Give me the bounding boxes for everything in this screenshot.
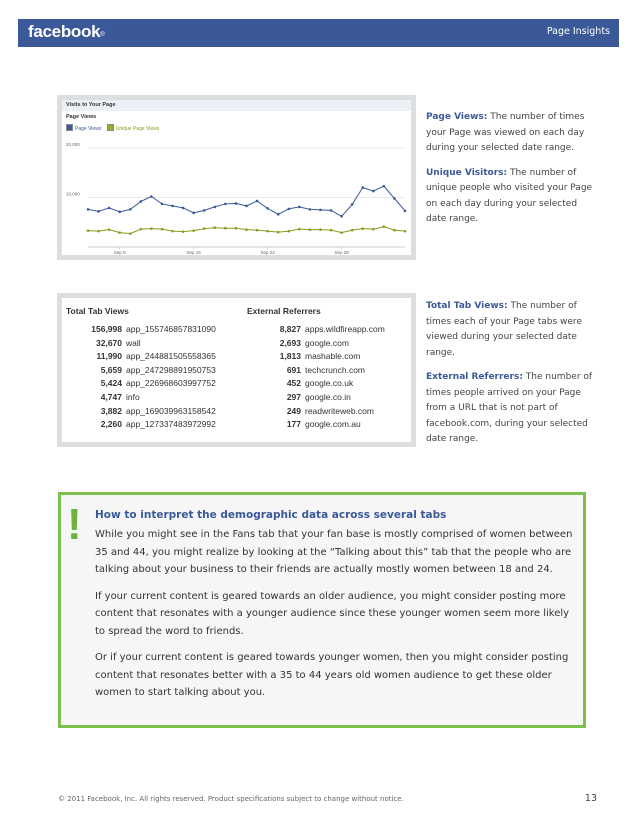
- data-point: [203, 227, 206, 230]
- tab-view-name: app_127337483972992: [126, 419, 216, 430]
- table-notes: [426, 299, 594, 457]
- data-point: [140, 228, 143, 231]
- data-point: [118, 231, 121, 234]
- x-tick-label: Sep 22: [260, 250, 275, 255]
- data-point: [182, 207, 185, 210]
- referrer-row: [247, 365, 365, 375]
- data-point: [319, 209, 322, 212]
- referrer-name: techcrunch.com: [305, 364, 365, 375]
- data-point: [383, 185, 386, 188]
- data-point: [245, 205, 248, 208]
- data-point: [404, 210, 407, 213]
- data-point: [393, 197, 396, 200]
- data-point: [351, 203, 354, 206]
- tab-view-row: [66, 392, 140, 402]
- referrer-row: [247, 419, 361, 429]
- tab-view-name: app_226968603997752: [126, 378, 216, 389]
- tab-view-row: [66, 338, 141, 348]
- note-tab-views: Total Tab Views: The number of times each of your Page tabs were viewed during your selected date range.: [426, 301, 582, 358]
- data-point: [298, 228, 301, 231]
- data-point: [171, 205, 174, 208]
- tab-view-count: 5,659: [100, 364, 122, 375]
- callout-paragraph: Or if your current content is geared towards younger women, then you might consider posting content that resonates better with a 35 to 44 years old women audience to get these older women to start talking about you.: [95, 652, 569, 698]
- data-point: [361, 227, 364, 230]
- referrer-name: readwriteweb.com: [305, 405, 374, 416]
- data-point: [214, 206, 217, 209]
- legend-page-views: Page Views: [75, 126, 102, 132]
- chart-notes: [426, 110, 594, 237]
- data-point: [372, 190, 375, 193]
- data-point: [108, 207, 111, 210]
- tab-view-row: [66, 365, 216, 375]
- data-point: [266, 207, 269, 210]
- data-point: [266, 230, 269, 233]
- data-point: [192, 229, 195, 232]
- data-point: [108, 228, 111, 231]
- tab-view-name: info: [126, 392, 140, 402]
- data-point: [287, 208, 290, 211]
- data-point: [87, 208, 90, 211]
- tab-view-row: [66, 378, 216, 388]
- data-point: [245, 228, 248, 231]
- tab-view-row: [66, 419, 216, 429]
- data-point: [340, 215, 343, 218]
- data-point: [404, 230, 407, 233]
- data-point: [161, 228, 164, 231]
- referrer-name: mashable.com: [305, 351, 361, 362]
- data-point: [277, 231, 280, 234]
- data-point: [330, 209, 333, 212]
- referrer-count: 691: [286, 364, 301, 375]
- tab-view-count: 156,998: [91, 324, 122, 334]
- tab-view-name: app_155746857831090: [126, 324, 216, 334]
- data-point: [161, 203, 164, 206]
- data-point: [319, 228, 322, 231]
- data-point: [192, 212, 195, 215]
- facebook-logo: facebook®: [28, 22, 105, 41]
- data-point: [129, 208, 132, 211]
- referrer-count: 297: [286, 392, 301, 402]
- y-tick-label: 20,000: [66, 142, 80, 147]
- data-point: [256, 229, 259, 232]
- tab-view-name: app_244881505558365: [126, 351, 216, 362]
- data-point: [361, 186, 364, 189]
- data-point: [309, 228, 312, 231]
- data-point: [224, 227, 227, 230]
- data-point: [287, 230, 290, 233]
- callout-paragraph: While you might see in the Fans tab that your fan base is mostly comprised of women between 35 and 44, you might realize by looking at the “Talking about this” tab that the people who are talking about your business to their friends are actually mostly women between 18 and 24.: [95, 529, 573, 575]
- page-number: 13: [584, 793, 597, 804]
- data-point: [203, 209, 206, 212]
- referrer-row: [247, 406, 374, 416]
- tab-view-row: [66, 324, 216, 334]
- tab-view-count: 4,747: [100, 392, 122, 402]
- data-point: [298, 206, 301, 209]
- series-line-page-views: [88, 186, 405, 216]
- data-point: [235, 227, 238, 230]
- data-point: [383, 225, 386, 228]
- referrer-count: 452: [286, 378, 301, 389]
- tab-view-count: 3,882: [100, 405, 122, 416]
- tip-callout: [58, 492, 586, 728]
- visits-chart-screenshot: [57, 95, 416, 260]
- note-unique-visitors: Unique Visitors: The number of unique people who visited your Page on each day during your selected date range.: [426, 167, 593, 224]
- referrer-row: [247, 324, 385, 334]
- tab-view-name: wall: [126, 337, 141, 348]
- referrer-row: [247, 378, 353, 388]
- data-point: [372, 228, 375, 231]
- tab-view-count: 11,990: [96, 351, 122, 362]
- data-point: [277, 213, 280, 216]
- referrer-row: [247, 338, 349, 348]
- callout-body: [95, 526, 575, 711]
- chart-title: Visits to Your Page: [62, 100, 411, 111]
- referrer-name: google.co.in: [305, 392, 351, 402]
- referrer-count: 8,827: [279, 324, 301, 334]
- chart-subtitle: Page Views: [66, 114, 97, 120]
- data-point: [330, 229, 333, 232]
- legend-unique-page-views: Unique Page Views: [115, 126, 160, 132]
- section-title: Page Insights: [546, 26, 610, 37]
- data-point: [97, 210, 100, 213]
- referrers-title: External Referrers: [247, 306, 321, 316]
- referrer-row: [247, 351, 360, 361]
- data-point: [340, 231, 343, 234]
- data-point: [171, 230, 174, 233]
- x-tick-label: Sep 29: [334, 250, 349, 255]
- data-point: [87, 229, 90, 232]
- callout-heading: How to interpret the demographic data across several tabs: [95, 509, 447, 521]
- data-point: [214, 226, 217, 229]
- referrer-name: google.com: [305, 337, 349, 348]
- referrer-name: google.com.au: [305, 419, 361, 430]
- note-external-referrers: External Referrers: The number of times people arrived on your Page from a URL that is not part of facebook.com, during your selected date range.: [426, 372, 593, 444]
- tab-views-title: Total Tab Views: [66, 306, 129, 316]
- data-point: [97, 230, 100, 233]
- referrer-count: 2,693: [279, 337, 301, 348]
- tab-view-row: [66, 406, 216, 416]
- referrer-name: apps.wildfireapp.com: [305, 324, 385, 334]
- callout-paragraph: If your current content is geared towards an older audience, you might consider posting more content that resonates with a younger audience since these younger women seem more likely to spread the word to friends.: [95, 590, 570, 637]
- tab-view-row: [66, 351, 216, 361]
- data-point: [150, 227, 153, 230]
- data-point: [235, 202, 238, 205]
- x-tick-label: Sep 8: [113, 250, 126, 255]
- referrer-count: 249: [286, 405, 301, 416]
- tab-view-count: 2,260: [100, 419, 122, 430]
- referrer-row: [247, 392, 351, 402]
- tab-view-count: 32,670: [96, 337, 122, 348]
- data-point: [393, 229, 396, 232]
- referrer-name: google.co.uk: [305, 378, 354, 389]
- y-tick-label: 10,000: [66, 191, 80, 197]
- referrer-count: 1,813: [279, 351, 301, 362]
- tab-views-screenshot: [57, 293, 416, 447]
- data-point: [309, 208, 312, 211]
- tab-view-name: app_247298891950753: [126, 364, 216, 375]
- tab-view-name: app_169039963158542: [126, 405, 216, 416]
- data-point: [150, 195, 153, 198]
- data-point: [129, 232, 132, 235]
- line-chart: [62, 100, 411, 255]
- data-point: [224, 203, 227, 206]
- data-point: [140, 200, 143, 203]
- referrer-count: 177: [286, 419, 301, 430]
- data-point: [256, 200, 259, 203]
- note-page-views: Page Views: The number of times your Page was viewed on each day during your selected date range.: [426, 112, 585, 153]
- data-point: [182, 230, 185, 233]
- exclamation-icon: !: [67, 500, 82, 549]
- x-tick-label: Sep 15: [186, 250, 201, 255]
- tab-view-count: 5,424: [100, 378, 122, 389]
- data-point: [118, 211, 121, 214]
- data-point: [351, 229, 354, 232]
- copyright-footer: © 2011 Facebook, Inc. All rights reserved. Product specifications subject to change without notice.: [58, 795, 404, 803]
- header-bar: [18, 19, 619, 47]
